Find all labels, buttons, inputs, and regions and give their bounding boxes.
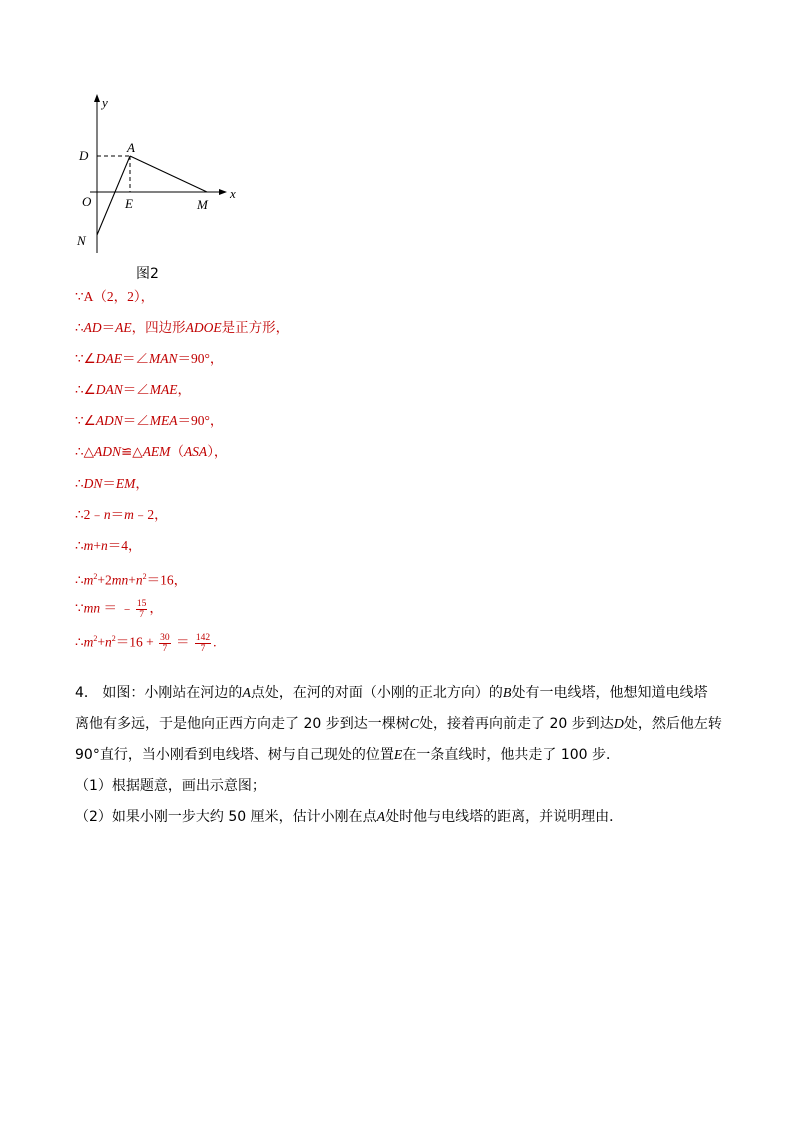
- solution-line-1: ∵A（2，2），: [75, 289, 155, 304]
- problem-4: [75, 683, 725, 838]
- solution-line-10: $\therefore m^2+2mn+n^2=16$，: [75, 571, 188, 588]
- solution-block: [75, 288, 735, 661]
- fraction-15-7: $\frac{15}{7}$: [136, 598, 147, 620]
- problem-4-line-2: 离他有多远，于是他向正西方向走了 20 步到达一棵树C处，接着再向前走了 20 步到达D处，然后他左转: [75, 716, 722, 732]
- solution-line-6: ∴△ADN≌△AEM（ASA），: [75, 444, 228, 460]
- segment-am: [130, 156, 207, 192]
- label-a: A: [127, 140, 135, 155]
- label-m: M: [197, 197, 208, 212]
- solution-line-4: ∴∠DAN＝∠MAE，: [75, 382, 191, 398]
- solution-line-2: ∴AD＝AE，四边形ADOE是正方形，: [75, 320, 290, 336]
- solution-line-9: ∴m+n＝4，: [75, 537, 142, 553]
- solution-line-7: ∴DN＝EM，: [75, 475, 149, 491]
- label-o: O: [82, 194, 92, 209]
- solution-line-8: ∴2﹣n＝m﹣2，: [75, 506, 168, 522]
- solution-line-5: ∵∠ADN＝∠MEA＝90°，: [75, 413, 224, 429]
- x-axis-arrow: [219, 189, 227, 195]
- label-n: N: [77, 233, 86, 248]
- fraction-142-7: $\frac{142}{7}$: [195, 632, 211, 654]
- figure-caption: 图2: [136, 266, 159, 282]
- question-2: （2）如果小刚一步大约 50 厘米，估计小刚在点A处时他与电线塔的距离，并说明理由．: [75, 809, 624, 825]
- figure-diagram: [70, 88, 270, 258]
- label-e: E: [125, 196, 133, 211]
- solution-line-12: $\therefore m^2+n^2=16$ + $\frac{30}{7}$ ＝ $\frac{142}{7}$ .: [75, 632, 217, 654]
- solution-line-3: ∵∠DAE＝∠MAN＝90°，: [75, 351, 224, 367]
- problem-4-line-1: 4． 如图：小刚站在河边的A点处，在河的对面（小刚的正北方向）的B处有一电线塔，他想知道电线塔: [75, 685, 708, 701]
- coordinate-figure: [70, 88, 270, 258]
- solution-line-11: ∵mn ＝ ﹣ $\frac{15}{7}$ ，: [75, 598, 163, 620]
- fraction-30-7: $\frac{30}{7}$: [160, 632, 170, 654]
- label-y: y: [102, 95, 108, 110]
- label-x: x: [230, 186, 236, 201]
- label-d: D: [79, 148, 89, 163]
- y-axis-arrow: [94, 94, 100, 102]
- question-1: （1）根据题意，画出示意图；: [75, 778, 266, 794]
- problem-4-line-3: 90°直行，当小刚看到电线塔、树与自己现处的位置E在一条直线时，他共走了 100 步．: [75, 747, 621, 763]
